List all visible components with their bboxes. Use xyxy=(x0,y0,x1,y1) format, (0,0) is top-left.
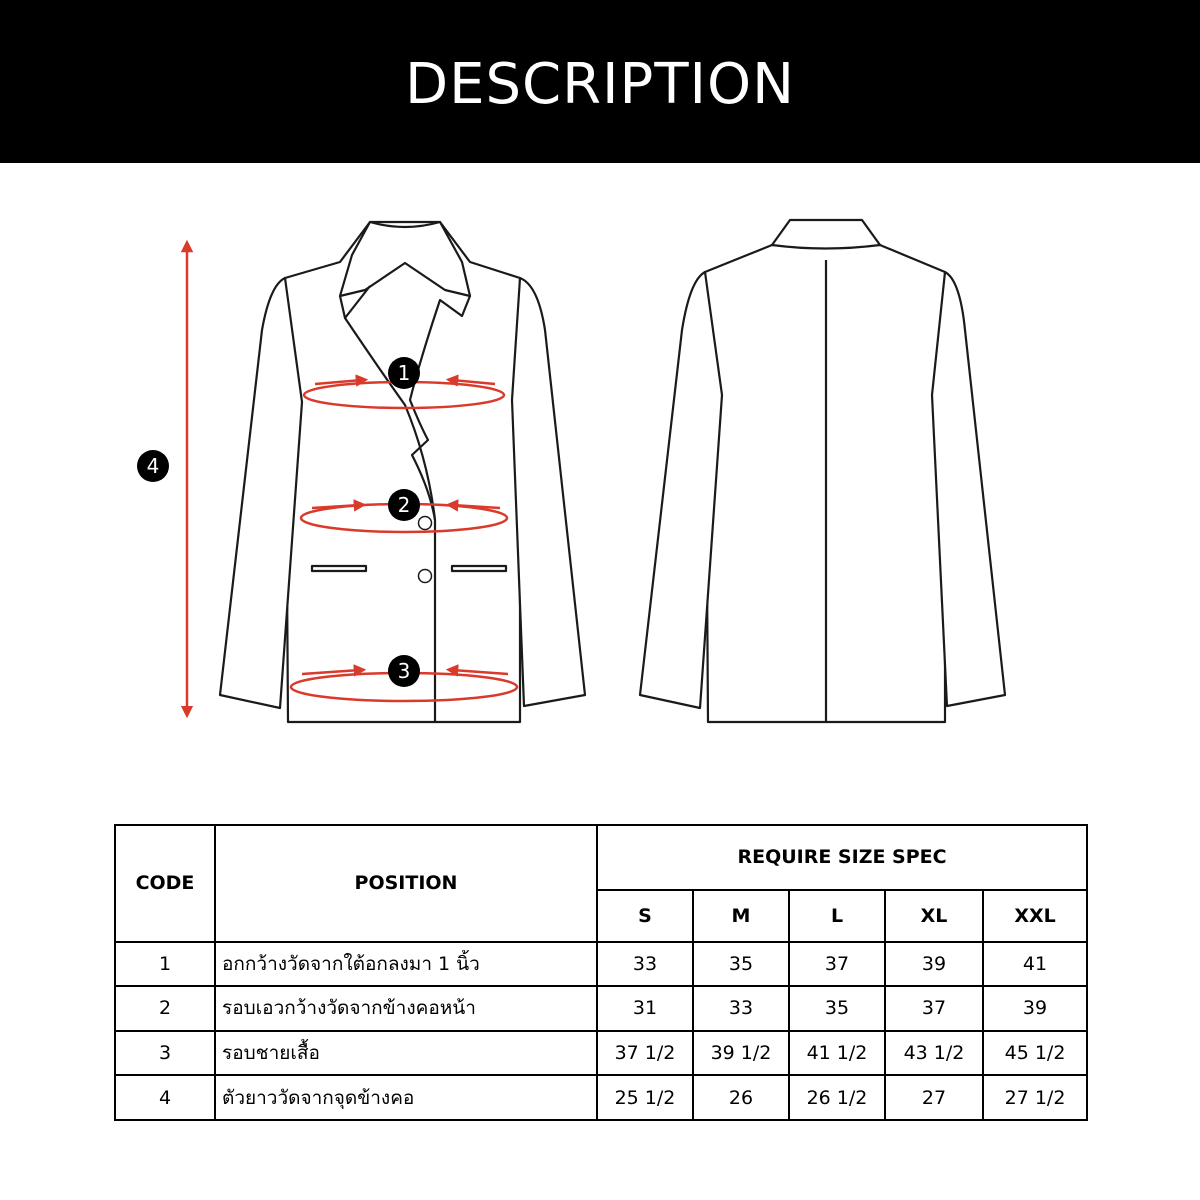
back-view xyxy=(640,220,1005,722)
row-position: อกกว้างวัดจากใต้อกลงมา 1 นิ้ว xyxy=(215,942,597,987)
row-code: 3 xyxy=(115,1031,215,1076)
table-row xyxy=(115,1031,1087,1076)
svg-text:4: 4 xyxy=(146,454,160,478)
table-row xyxy=(115,986,1087,1031)
page-title: DESCRIPTION xyxy=(404,52,796,117)
header-position: POSITION xyxy=(215,825,597,942)
front-left-pocket xyxy=(312,566,366,571)
row-code: 1 xyxy=(115,942,215,987)
front-view xyxy=(220,222,585,722)
cell-s: 31 xyxy=(597,986,693,1031)
marker-1 xyxy=(388,357,420,389)
row-position: รอบชายเสื้อ xyxy=(215,1031,597,1076)
cell-xxl: 27 1/2 xyxy=(983,1075,1087,1120)
front-button-bottom xyxy=(419,570,432,583)
cell-m: 39 1/2 xyxy=(693,1031,789,1076)
header-size-l: L xyxy=(789,890,885,942)
header-size-s: S xyxy=(597,890,693,942)
cell-l: 41 1/2 xyxy=(789,1031,885,1076)
svg-text:3: 3 xyxy=(397,659,411,683)
cell-m: 33 xyxy=(693,986,789,1031)
cell-xl: 39 xyxy=(885,942,983,987)
cell-s: 37 1/2 xyxy=(597,1031,693,1076)
cell-xxl: 39 xyxy=(983,986,1087,1031)
header-bar xyxy=(0,0,1200,163)
cell-s: 25 1/2 xyxy=(597,1075,693,1120)
front-right-sleeve xyxy=(512,278,585,706)
cell-m: 26 xyxy=(693,1075,789,1120)
cell-l: 26 1/2 xyxy=(789,1075,885,1120)
size-spec-table xyxy=(114,824,1088,1121)
row-code: 2 xyxy=(115,986,215,1031)
cell-xl: 43 1/2 xyxy=(885,1031,983,1076)
header-require-size-spec: REQUIRE SIZE SPEC xyxy=(597,825,1087,890)
cell-m: 35 xyxy=(693,942,789,987)
row-position: รอบเอวกว้างวัดจากข้างคอหน้า xyxy=(215,986,597,1031)
header-size-xl: XL xyxy=(885,890,983,942)
svg-text:2: 2 xyxy=(397,493,411,517)
header-size-m: M xyxy=(693,890,789,942)
cell-s: 33 xyxy=(597,942,693,987)
back-collar xyxy=(772,220,880,249)
marker-3 xyxy=(388,655,420,687)
cell-l: 35 xyxy=(789,986,885,1031)
marker-4 xyxy=(137,450,169,482)
svg-text:1: 1 xyxy=(397,361,411,385)
cell-xl: 27 xyxy=(885,1075,983,1120)
back-right-sleeve xyxy=(932,272,1005,706)
cell-l: 37 xyxy=(789,942,885,987)
cell-xxl: 45 1/2 xyxy=(983,1031,1087,1076)
front-button-top xyxy=(419,517,432,530)
cell-xl: 37 xyxy=(885,986,983,1031)
table-row xyxy=(115,942,1087,987)
row-position: ตัวยาววัดจากจุดข้างคอ xyxy=(215,1075,597,1120)
row-code: 4 xyxy=(115,1075,215,1120)
front-body-outline xyxy=(285,222,520,722)
front-right-pocket xyxy=(452,566,506,571)
marker-2 xyxy=(388,489,420,521)
header-size-xxl: XXL xyxy=(983,890,1087,942)
table-row xyxy=(115,1075,1087,1120)
jacket-illustration xyxy=(0,163,1200,803)
header-code: CODE xyxy=(115,825,215,942)
cell-xxl: 41 xyxy=(983,942,1087,987)
